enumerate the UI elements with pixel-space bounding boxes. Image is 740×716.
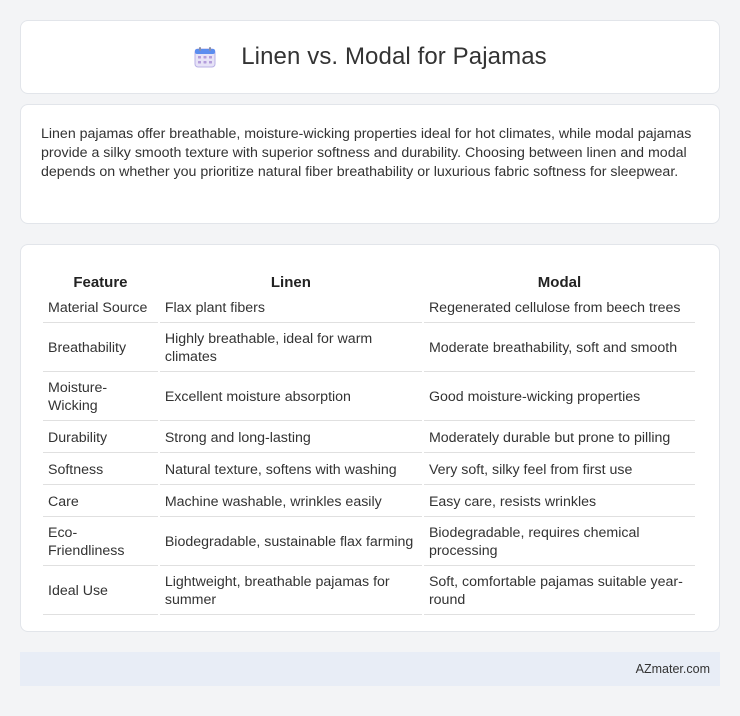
- header-card: [20, 20, 720, 94]
- cell-feature: Material Source: [43, 293, 158, 323]
- title-group: [193, 43, 547, 71]
- cell-modal: Biodegradable, requires chemical processing: [424, 519, 695, 566]
- cell-linen: Natural texture, softens with washing: [160, 455, 422, 485]
- cell-modal: Moderate breathability, soft and smooth: [424, 325, 695, 372]
- page-title: Linen vs. Modal for Pajamas: [241, 43, 547, 70]
- cell-feature: Softness: [43, 455, 158, 485]
- comparison-card: [20, 244, 720, 632]
- table-row: [43, 325, 695, 372]
- cell-feature: Durability: [43, 423, 158, 453]
- table-row: [43, 455, 695, 485]
- cell-feature: Breathability: [43, 325, 158, 372]
- cell-linen: Strong and long-lasting: [160, 423, 422, 453]
- table-header-row: [43, 267, 695, 291]
- table-row: [43, 568, 695, 615]
- cell-feature: Moisture-Wicking: [43, 374, 158, 421]
- cell-linen: Highly breathable, ideal for warm climates: [160, 325, 422, 372]
- table-row: [43, 423, 695, 453]
- cell-linen: Biodegradable, sustainable flax farming: [160, 519, 422, 566]
- cell-feature: Care: [43, 487, 158, 517]
- header-modal: Modal: [537, 274, 582, 291]
- intro-card: [20, 104, 720, 224]
- cell-modal: Very soft, silky feel from first use: [424, 455, 695, 485]
- cell-feature: Eco-Friendliness: [43, 519, 158, 566]
- cell-linen: Machine washable, wrinkles easily: [160, 487, 422, 517]
- table-row: [43, 293, 695, 323]
- comparison-table: [41, 265, 697, 617]
- calendar-icon: [193, 45, 217, 69]
- table-row: [43, 519, 695, 566]
- cell-modal: Easy care, resists wrinkles: [424, 487, 695, 517]
- footer-brand: AZmater.com: [635, 662, 710, 676]
- intro-text: Linen pajamas offer breathable, moisture-wicking properties ideal for hot climates, while modal pajamas provide a silky smooth texture with superior softness and durability. Choosing between linen and modal depends on whether you prioritize natural fiber breathability or luxurious fabric softness for sleepwear.: [41, 126, 692, 180]
- cell-modal: Moderately durable but prone to pilling: [424, 423, 695, 453]
- table-row: [43, 487, 695, 517]
- table-row: [43, 374, 695, 421]
- cell-linen: Lightweight, breathable pajamas for summer: [160, 568, 422, 615]
- cell-modal: Regenerated cellulose from beech trees: [424, 293, 695, 323]
- cell-linen: Excellent moisture absorption: [160, 374, 422, 421]
- cell-linen: Flax plant fibers: [160, 293, 422, 323]
- footer-bar: [20, 652, 720, 686]
- cell-feature: Ideal Use: [43, 568, 158, 615]
- header-linen: Linen: [270, 274, 311, 291]
- cell-modal: Good moisture-wicking properties: [424, 374, 695, 421]
- header-feature: Feature: [73, 274, 128, 291]
- cell-modal: Soft, comfortable pajamas suitable year-round: [424, 568, 695, 615]
